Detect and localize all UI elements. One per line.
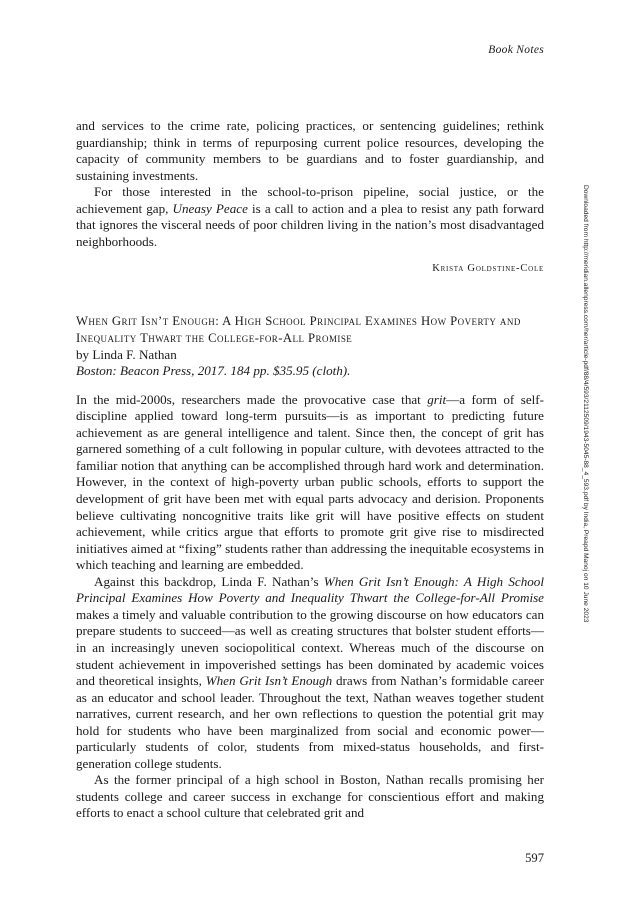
- book-title-inline-uneasy-peace: Uneasy Peace: [172, 200, 248, 216]
- book-entry-author: by Linda F. Nathan: [76, 346, 177, 362]
- review-p1-tail: —a form of self-discipline applied toward long-term pursuits—is as important to predicting future achievement as are general intelligence and talent. Since then, the concept of grit has garnered something of a cult following in popular culture, with devotees attracted to the familiar notion that anything can be accomplished through hard work and determination. However, in the context of high-poverty urban public schools, efforts to support the development of grit have been met with equal parts advocacy and derision. Proponents believe cultivating noncognitive traits like grit will have positive effects on student achievement, while critics argue that efforts to promote grit give rise to misdirected initiatives aimed at “fixing” students rather than addressing the inequitable ecosystems in which teaching and learning are embedded.: [76, 391, 544, 573]
- paragraph-continuation: and services to the crime rate, policing practices, or sentencing guidelines; rethink guardianship; think in terms of repurposing current police resources, developing the capacity of community members to be guardians and to foster guardianship, and sustaining investments.: [76, 118, 544, 183]
- book-entry-header: [76, 274, 544, 379]
- paragraph-closing-text-lead: For those interested in the school-to-prison pipeline, social justice, or the achievement gap,: [76, 184, 544, 216]
- review-p2-lead: Against this backdrop, Linda F. Nathan’s: [94, 573, 324, 589]
- review-p2-tail: draws from Nathan’s formidable career as an educator and school leader. Throughout the text, Nathan weaves together student narratives, current research, and her own reflections to question the potential grit may hold for students who have been marginalized from social and economic power—particularly students of color, students from mixed-status households, and first-generation college students.: [76, 673, 545, 771]
- book-title-inline-full: When Grit Isn’t Enough: A High School Principal Examines How Poverty and Inequality Thwart the College-for-All Promise: [76, 573, 544, 606]
- review-paragraph-3: As the former principal of a high school in Boston, Nathan recalls promising her students college and career success in exchange for conscientious effort and making efforts to enact a school culture that celebrated grit and: [76, 772, 544, 821]
- page-number: 597: [525, 851, 544, 865]
- running-head: Book Notes: [488, 44, 544, 56]
- book-title-inline-short: When Grit Isn’t Enough: [205, 673, 333, 689]
- book-entry-title: When Grit Isn’t Enough: A High School Principal Examines How Poverty and Inequality Thwart the College-for-All Promise: [76, 314, 521, 345]
- text-column: [76, 118, 544, 822]
- paragraph-closing: [76, 184, 544, 250]
- review-body: [76, 380, 544, 822]
- review-paragraph-2: [76, 574, 544, 773]
- download-watermark: Downloaded from http://meridian.allenpress.com/her/article-pdf/88/4/593/2112509/1943-5045-88_4_593.pdf by India, Preapd Manoj on 10 June 2023: [582, 185, 589, 623]
- review-p2-middle: makes a timely and valuable contribution to the growing discourse on how educators can prepare students to succeed—as well as creating structures that bolster student efforts—in an increasingly uneven sociopolitical context. Whereas much of the discourse on student achievement in impoverished settings has been dominated by academic voices and theoretical insights,: [76, 606, 544, 689]
- book-entry-publication: Boston: Beacon Press, 2017. 184 pp. $35.95 (cloth).: [76, 363, 351, 379]
- term-grit-italic: grit: [427, 391, 447, 407]
- review-paragraph-1: [76, 392, 544, 574]
- paragraph-closing-text-tail: is a call to action and a plea to resist any path forward that ignores the visceral needs of poor children living in the nation’s most disadvantaged neighborhoods.: [76, 200, 544, 249]
- reviewer-signature: Krista Goldstine-Cole: [432, 263, 544, 275]
- review-p1-lead: In the mid-2000s, researchers made the provocative case that: [76, 391, 428, 407]
